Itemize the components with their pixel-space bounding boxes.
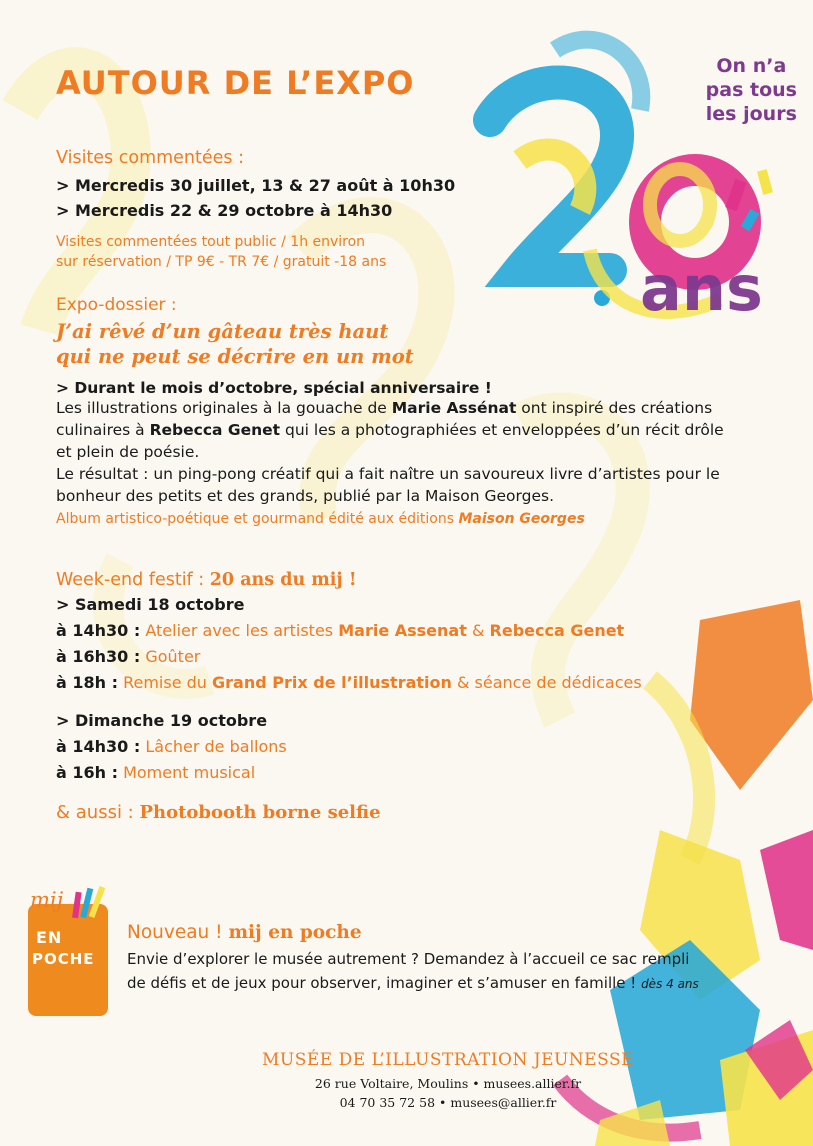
mij-en-poche-logo [28,904,108,1016]
aussi-line [56,800,642,826]
text-span: & aussi : [56,802,140,823]
expo-title-line: J’ai rêvé d’un gâteau très haut [56,320,389,343]
day-label: > Dimanche 19 octobre [56,711,268,730]
text-span: Week-end festif : [56,570,210,590]
mij-poche-line [127,971,767,996]
program-item [56,618,642,644]
visites-date: > Mercredis 22 & 29 octobre à 14h30 [56,201,393,220]
artist-name: Rebecca Genet [149,421,281,439]
magenta-confetti-shape [760,830,813,950]
ribbon-shape [520,150,585,210]
mij-poche-heading [127,922,767,943]
text-span: Goûter [140,647,201,666]
confetti-shape [757,169,773,195]
time-label: à 14h30 : [56,621,141,640]
text-span: ont inspiré des créations culinaires à [56,399,713,439]
expo-lead: > Durant le mois d’octobre, spécial anniversaire ! [56,379,492,397]
museum-name: MUSÉE DE L’ILLUSTRATION JEUNESSE [262,1050,634,1070]
museum-contact: 04 70 35 72 58 • musees@allier.fr [339,1095,557,1110]
artist-name: Marie Assénat [391,399,517,417]
age-label: dès 4 ans [641,977,699,991]
program-item [56,760,642,786]
expo-dossier-section [56,295,736,529]
visites-section [56,148,455,272]
slogan-line: On n’a [716,55,787,77]
text-span: Moment musical [118,763,256,782]
text-span: qui les a photographiées et enveloppées d’un récit drôle et plein de poésie. [56,421,724,461]
visites-heading: Visites commentées : [56,148,244,168]
artist-name: Rebecca Genet [489,621,625,640]
logo-text: POCHE [32,950,95,968]
logo-text: EN [36,928,63,947]
time-label: à 18h : [56,673,118,692]
museum-footer [238,1050,658,1110]
sunday-label [56,708,642,734]
slogan-line: pas tous [705,79,797,101]
expo-paragraph: Le résultat : un ping-pong créatif qui a fait naître un savoureux livre d’artistes pour le bonheur des petits et des grands, publié par la Maison Georges. [56,465,720,505]
text-span: Les illustrations originales à la gouache de [56,399,392,417]
weekend-highlight: 20 ans du mij ! [209,570,357,590]
visites-date: > Mercredis 30 juillet, 13 & 27 août à 10h30 [56,176,456,195]
text-span: Nouveau ! [127,922,229,943]
visites-info: sur réservation / TP 9€ - TR 7€ / gratuit -18 ans [56,254,387,270]
text-span: Remise du [118,673,213,692]
expo-title-line: qui ne peut se décrire en un mot [56,345,414,368]
expo-paragraph [56,397,736,463]
time-label: à 16h30 : [56,647,141,666]
museum-address: 26 rue Voltaire, Moulins • musees.allier.fr [314,1076,582,1091]
time-label: à 16h : [56,763,118,782]
award-name: Grand Prix de l’illustration [212,673,452,692]
mij-logo-label: mij [30,888,64,912]
publisher-name: Maison Georges [458,511,585,527]
text-span: Lâcher de ballons [140,737,287,756]
weekend-heading [56,570,642,590]
program-item [56,734,642,760]
text-span: & séance de dédicaces [451,673,642,692]
numeral-two-shape [490,83,617,271]
program-item [56,670,642,696]
text-span: de défis et de jeux pour observer, imaginer et s’amuser en famille ! [127,974,642,992]
mij-en-poche-section [127,922,767,996]
page-title: AUTOUR DE L’EXPO [56,64,415,102]
text-span: Album artistico-poétique et gourmand édité aux éditions [56,511,459,527]
slogan [706,54,797,126]
photobooth-highlight: Photobooth borne selfie [139,802,381,823]
day-label: > Samedi 18 octobre [56,595,245,614]
mij-poche-line: Envie d’explorer le musée autrement ? Demandez à l’accueil ce sac rempli [127,950,690,968]
album-info [56,509,736,529]
pencils-icon [66,884,112,920]
expo-dossier-heading: Expo-dossier : [56,295,177,315]
anniversary-digits: 20 [520,242,534,253]
artist-name: Marie Assenat [338,621,467,640]
anniversary-word: ans [640,252,763,325]
slogan-line: les jours [705,103,797,125]
saturday-label [56,592,642,618]
text-span: Atelier avec les artistes [140,621,339,640]
time-label: à 14h30 : [56,737,141,756]
visites-info: Visites commentées tout public / 1h environ [56,234,366,250]
mij-poche-highlight: mij en poche [228,922,362,943]
weekend-section [56,570,642,826]
program-item [56,644,642,670]
text-span: & [466,621,490,640]
